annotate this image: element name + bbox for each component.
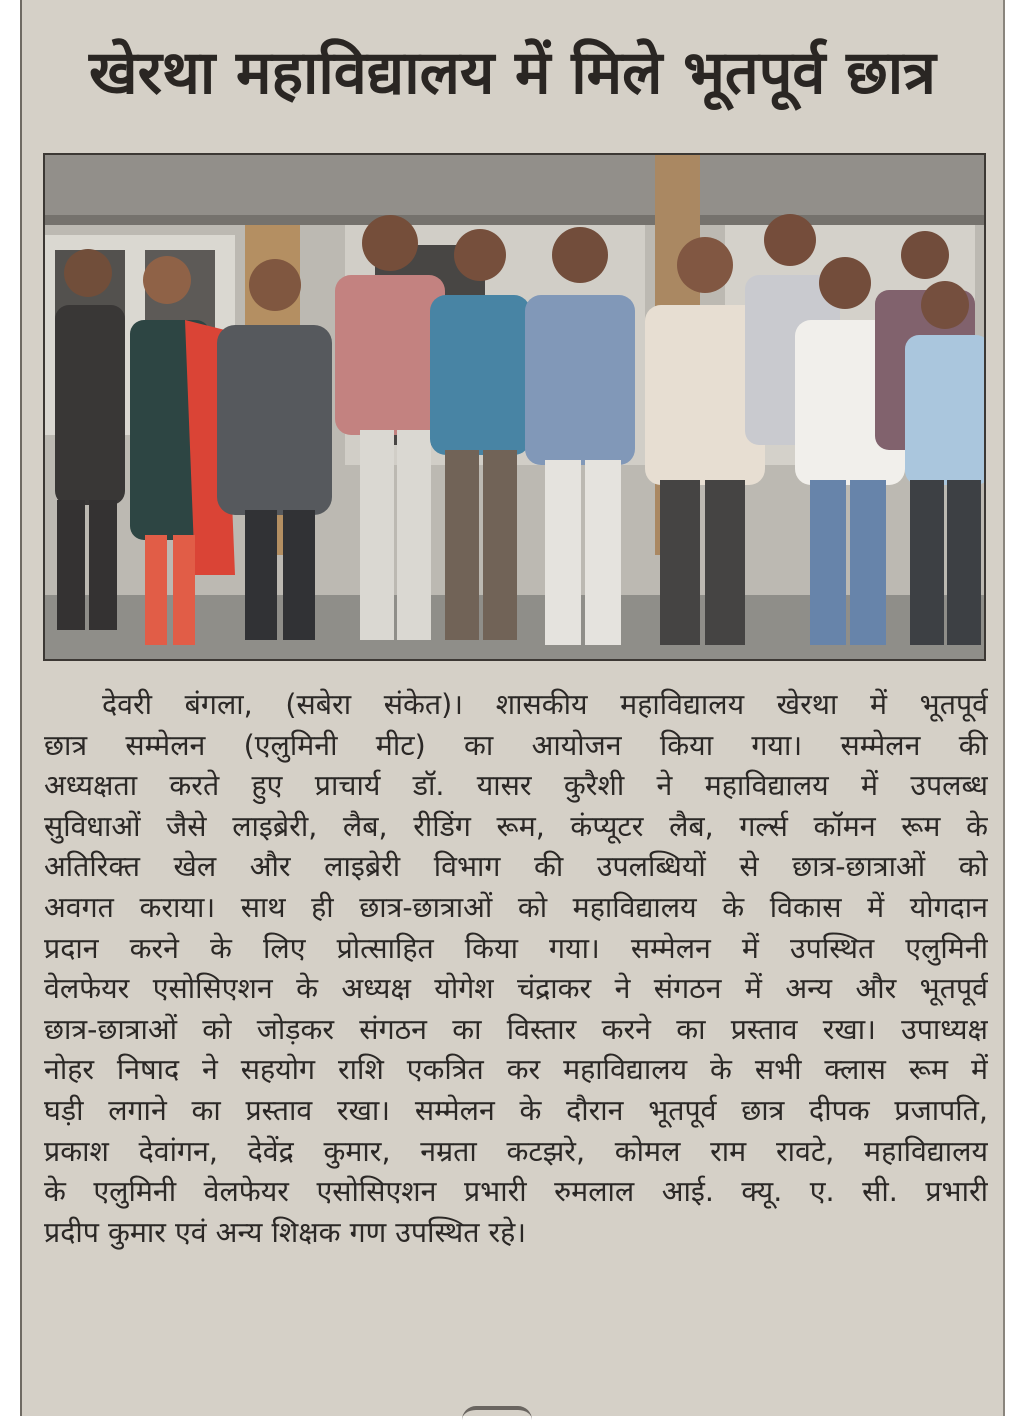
article-line: वेलफेयर एसोसिएशन के अध्यक्ष योगेश चंद्राकर ने संगठन में अन्य और भूतपूर्व bbox=[44, 972, 988, 1006]
group-photo-icon bbox=[45, 155, 984, 659]
article-body bbox=[44, 685, 988, 1253]
article-line: प्रकाश देवांगन, देवेंद्र कुमार, नम्रता कटझरे, कोमल राम रावटे, महाविद्यालय bbox=[44, 1134, 988, 1168]
article-line: अवगत कराया। साथ ही छात्र-छात्राओं को महाविद्यालय के विकास में योगदान bbox=[44, 890, 988, 924]
article-line: प्रदान करने के लिए प्रोत्साहित किया गया। सम्मेलन में उपस्थित एलुमिनी bbox=[44, 931, 988, 965]
headline: खेरथा महाविद्यालय में मिले भूतपूर्व छात्र bbox=[89, 38, 936, 108]
article-line: घड़ी लगाने का प्रस्ताव रखा। सम्मेलन के दौरान भूतपूर्व छात्र दीपक प्रजापति, bbox=[44, 1093, 988, 1127]
group-photo bbox=[43, 153, 986, 661]
article-line: देवरी बंगला, (सबेरा संकेत)। शासकीय महाविद्यालय खेरथा में भूतपूर्व bbox=[102, 688, 988, 721]
article-line: छात्र-छात्राओं को जोड़कर संगठन का विस्तार करने का प्रस्ताव रखा। उपाध्यक्ष bbox=[44, 1012, 988, 1046]
article-line: अतिरिक्त खेल और लाइब्रेरी विभाग की उपलब्धियों से छात्र-छात्राओं को bbox=[44, 850, 988, 884]
article-line: के एलुमिनी वेलफेयर एसोसिएशन प्रभारी रुमलाल आई. क्यू. ए. सी. प्रभारी bbox=[44, 1175, 988, 1209]
article-line: छात्र सम्मेलन (एलुमिनी मीट) का आयोजन किया गया। सम्मेलन की bbox=[44, 728, 988, 762]
page-fold-mark bbox=[462, 1406, 532, 1420]
article-line: नोहर निषाद ने सहयोग राशि एकत्रित कर महाविद्यालय के सभी क्लास रूम में bbox=[44, 1053, 988, 1087]
article-line: अध्यक्षता करते हुए प्राचार्य डॉ. यासर कुरैशी ने महाविद्यालय में उपलब्ध bbox=[44, 769, 988, 803]
article-line: प्रदीप कुमार एवं अन्य शिक्षक गण उपस्थित रहे। bbox=[44, 1215, 527, 1249]
newspaper-clipping bbox=[20, 0, 1005, 1416]
article-line: सुविधाओं जैसे लाइब्रेरी, लैब, रीडिंग रूम, कंप्यूटर लैब, गर्ल्स कॉमन रूम के bbox=[44, 809, 988, 843]
